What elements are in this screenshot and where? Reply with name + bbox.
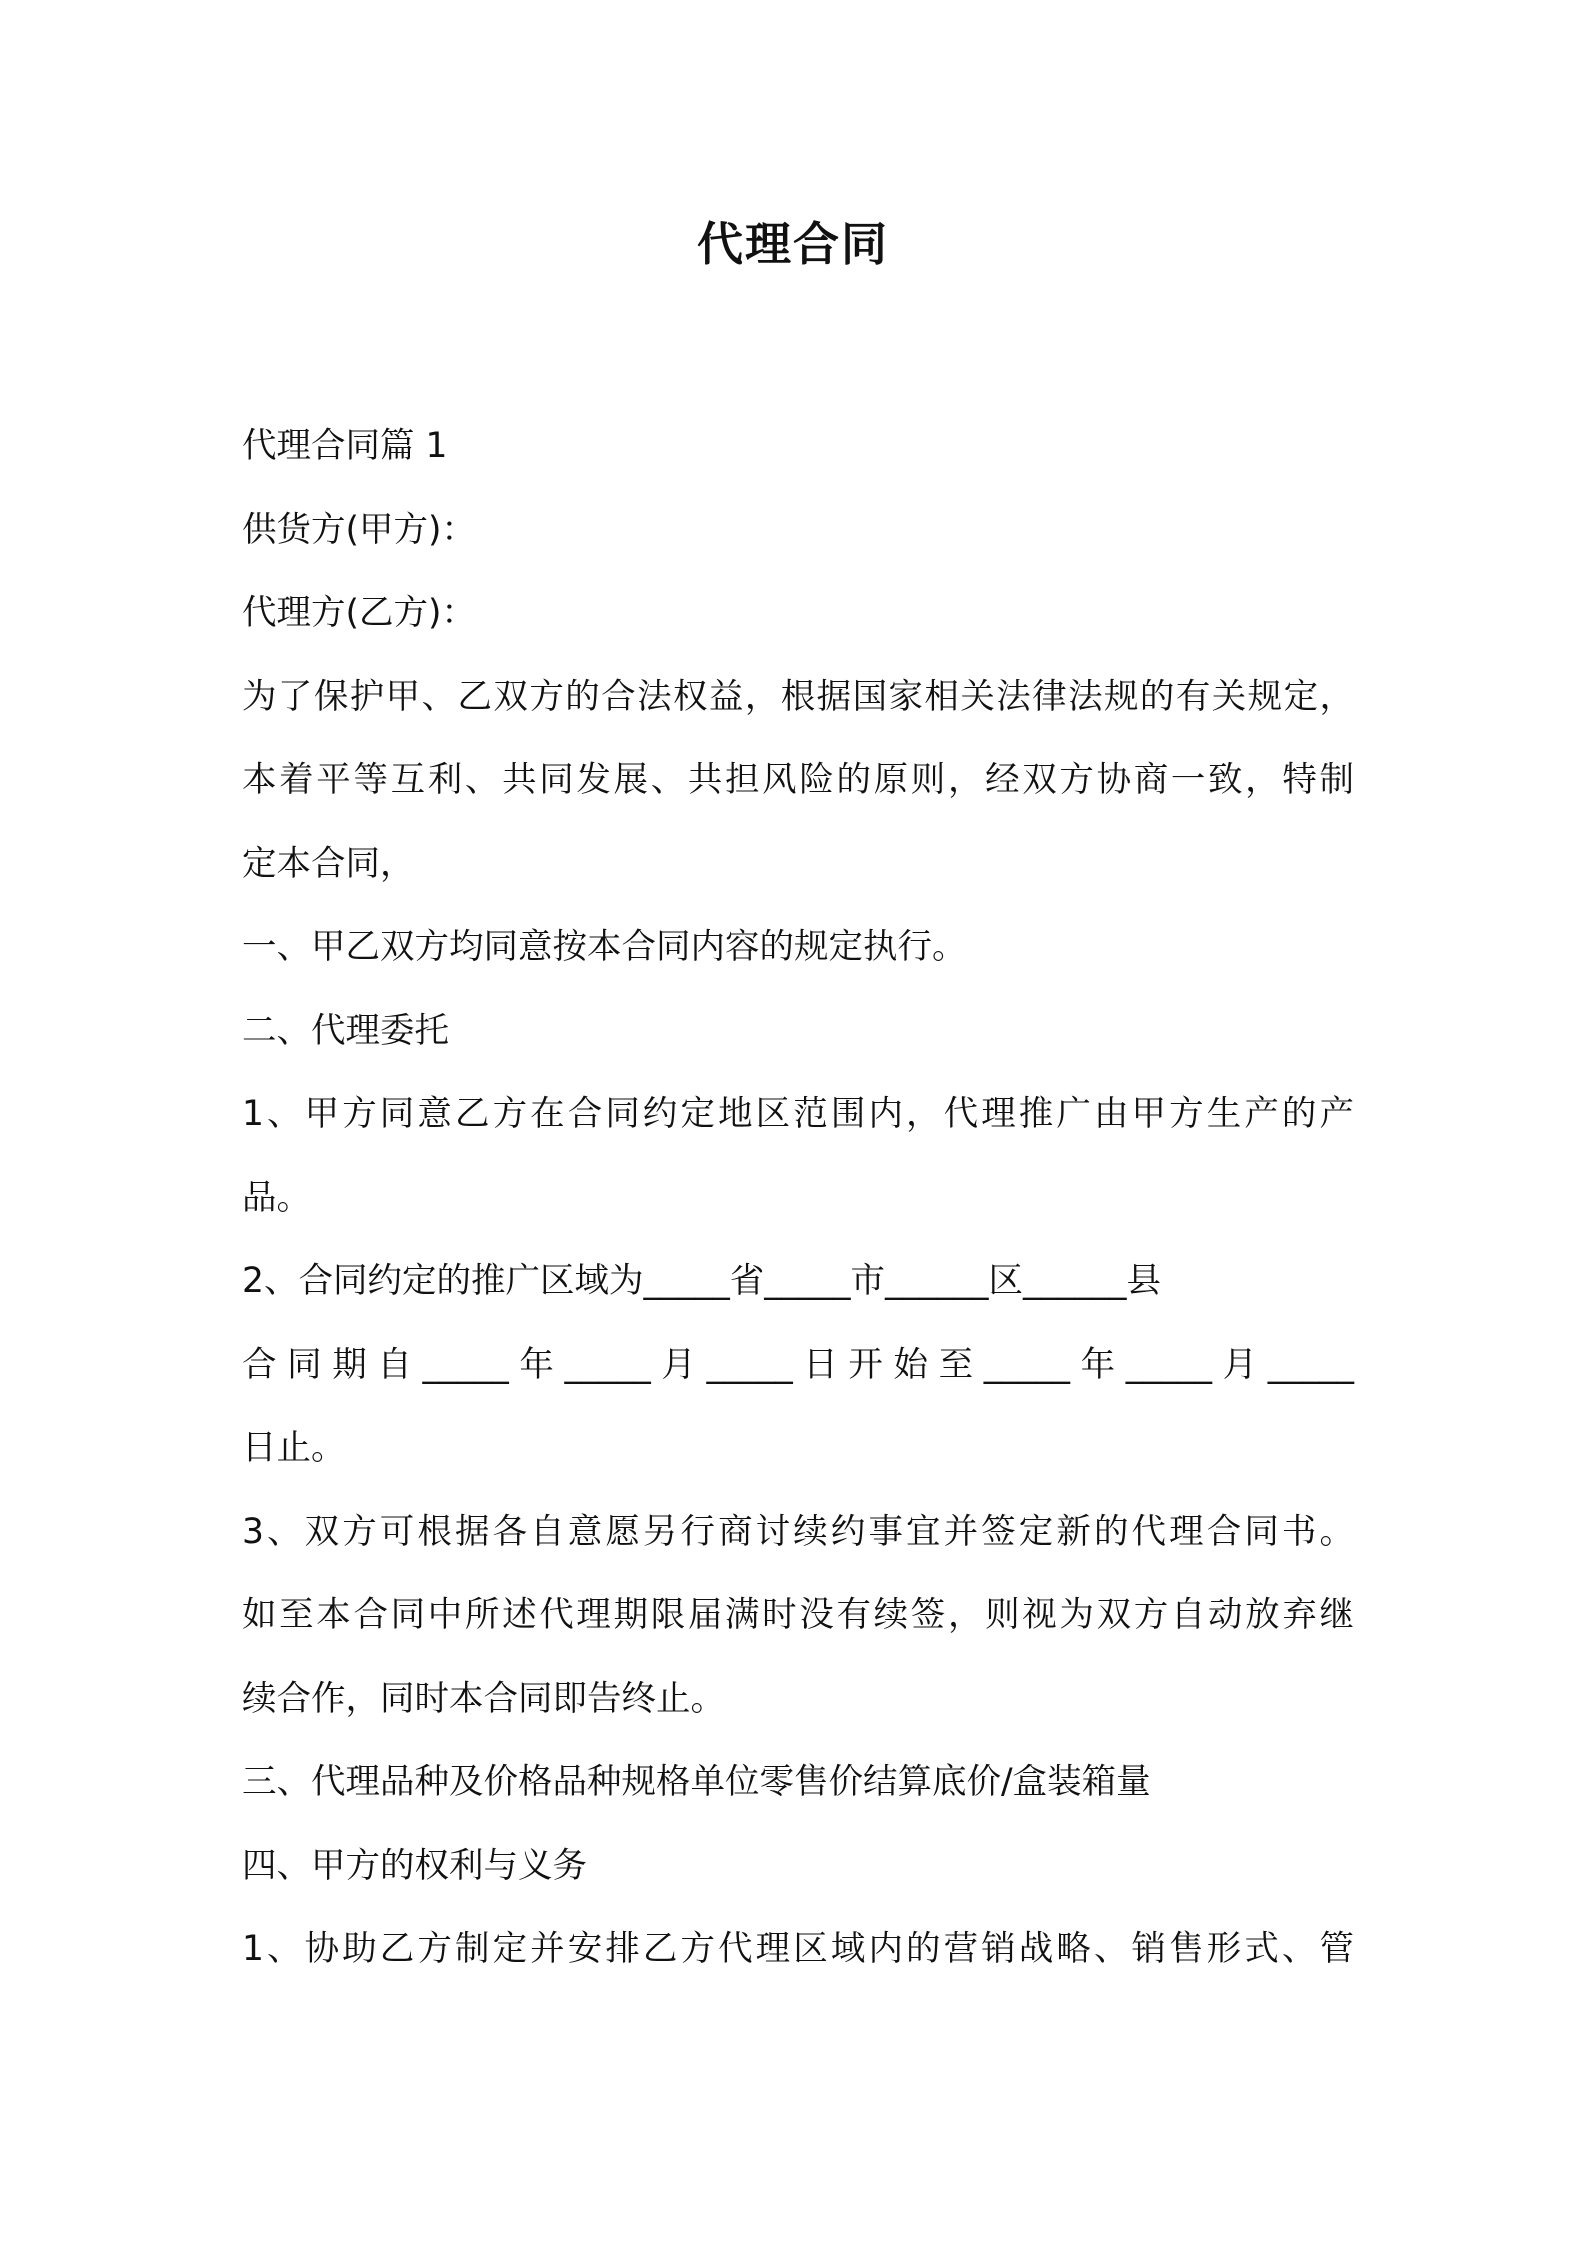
term-fill-line: 合同期自_____年_____月_____日开始至_____年_____月_____: [242, 1344, 1354, 1385]
clause-line: 1、协助乙方制定并安排乙方代理区域内的营销战略、销售形式、管: [242, 1929, 1354, 1969]
clause-line: 日止。: [242, 1428, 346, 1468]
body-line: 本着平等互利、共同发展、共担风险的原则，经双方协商一致，特制: [242, 760, 1354, 800]
clause-line: 如至本合同中所述代理期限届满时没有续签，则视为双方自动放弃继: [242, 1595, 1354, 1635]
clause-line: 1、甲方同意乙方在合同约定地区范围内，代理推广由甲方生产的产: [242, 1094, 1354, 1134]
clause-heading: 三、代理品种及价格品种规格单位零售价结算底价/盒装箱量: [242, 1762, 1151, 1802]
clause-line: 续合作，同时本合同即告终止。: [242, 1678, 725, 1719]
document-title: 代理合同: [697, 217, 889, 271]
clause-line: 一、甲乙双方均同意按本合同内容的规定执行。: [242, 927, 967, 967]
party-a-line: 供货方(甲方)：: [242, 509, 476, 550]
region-fill-line: 2、合同约定的推广区域为_____省_____市______区______县: [242, 1261, 1161, 1301]
document-body: [242, 405, 1354, 1992]
clause-heading: 四、甲方的权利与义务: [242, 1845, 587, 1886]
body-line: 定本合同，: [242, 843, 415, 884]
section-heading: 代理合同篇 1: [242, 426, 448, 466]
clause-line: 品。: [242, 1177, 311, 1218]
body-line: 为了保护甲、乙双方的合法权益，根据国家相关法律法规的有关规定，: [242, 676, 1354, 717]
party-b-line: 代理方(乙方)：: [242, 593, 476, 633]
clause-line: 3、双方可根据各自意愿另行商讨续约事宜并签定新的代理合同书。: [242, 1511, 1354, 1552]
clause-heading: 二、代理委托: [242, 1010, 449, 1051]
